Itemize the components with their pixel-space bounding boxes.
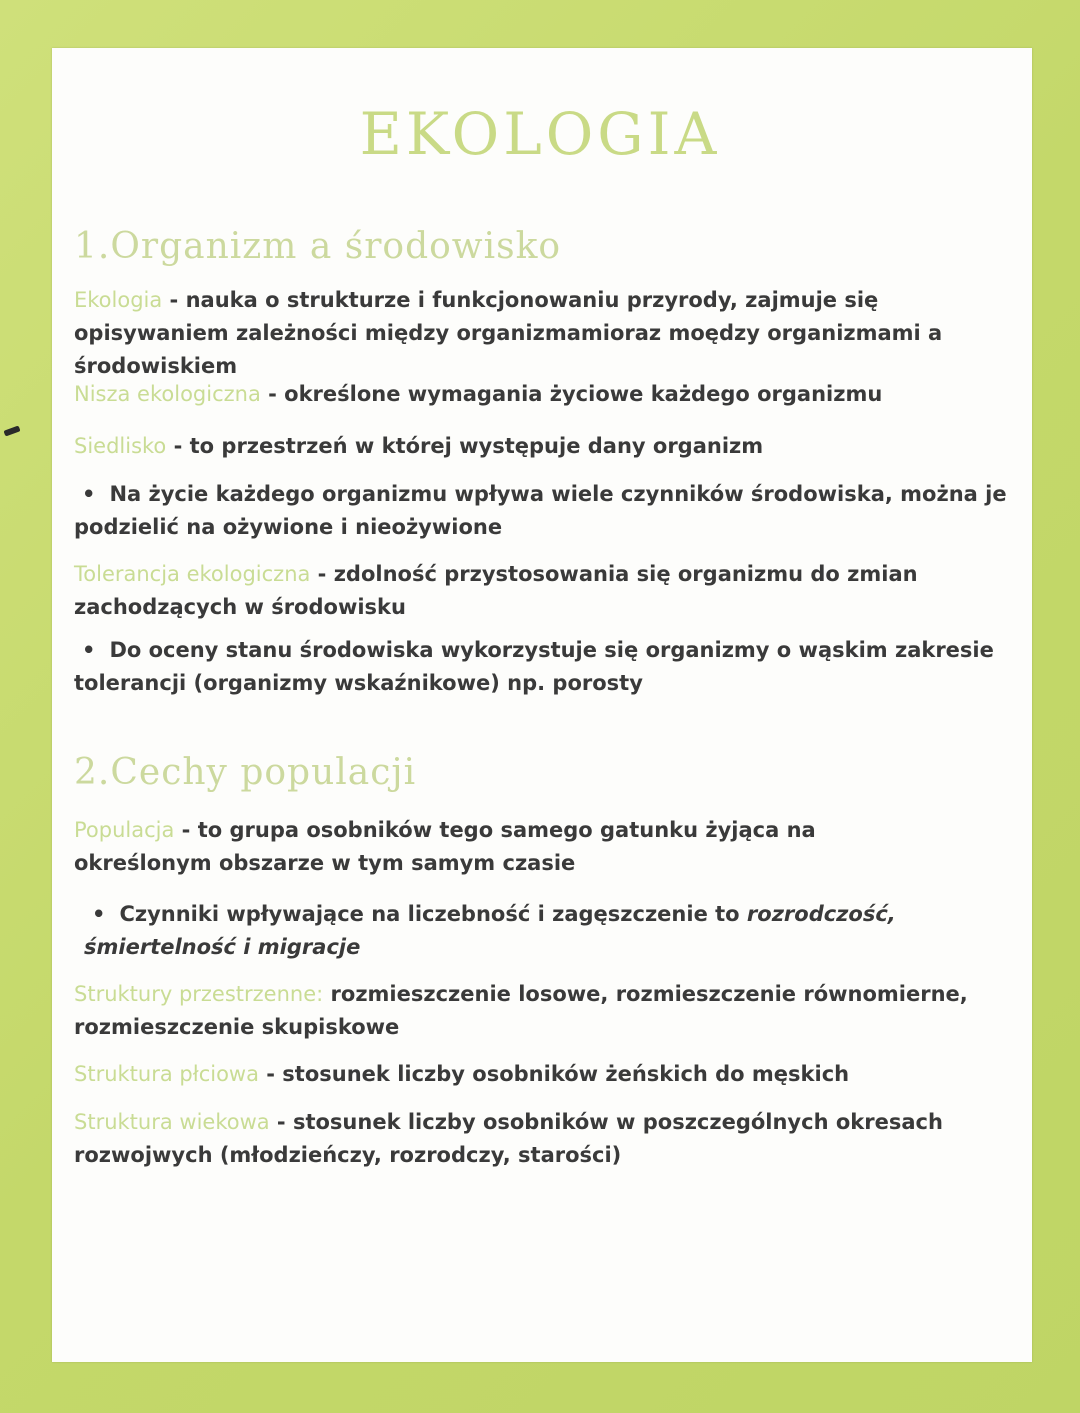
definition-siedlisko <box>74 430 1024 463</box>
term-struktura-wiekowa: Struktura wiekowa <box>74 1110 270 1134</box>
bullet-icon: • <box>82 638 96 662</box>
bullet-2-text: Do oceny stanu środowiska wykorzystuje się organizmy o wąskim zakresie tolerancji (organizmy wskaźnikowe) np. porosty <box>74 638 994 695</box>
definition-tolerancja-text: - zdolność przystosowania się organizmu do zmian zachodzących w środowisku <box>74 562 918 619</box>
definition-populacja-text: - to grupa osobników tego samego gatunku żyjąca na określonym obszarze w tym samym czasie <box>74 818 816 875</box>
term-populacja: Populacja <box>74 818 175 842</box>
term-ekologia: Ekologia <box>74 288 163 312</box>
bullet-icon: • <box>82 482 96 506</box>
definition-nisza-text: - określone wymagania życiowe każdego organizmu <box>260 382 883 406</box>
term-tolerancja: Tolerancja ekologiczna <box>74 562 311 586</box>
definition-struktura-wiekowa <box>74 1106 1024 1172</box>
definition-struktura-plciowa <box>74 1058 1024 1091</box>
definition-nisza <box>74 378 1024 411</box>
definition-struktura-plciowa-text: - stosunek liczby osobników żeńskich do męskich <box>258 1062 850 1086</box>
definition-struktury-przestrzenne-text: rozmieszczenie losowe, rozmieszczenie równomierne, rozmieszczenie skupiskowe <box>74 982 968 1039</box>
bullet-1-text: Na życie każdego organizmu wpływa wiele czynników środowiska, można je podzielić na ożywione i nieożywione <box>74 482 1007 539</box>
definition-populacja <box>74 814 834 880</box>
term-siedlisko: Siedlisko <box>74 434 167 458</box>
bullet-3-italic: rozrodczość, śmiertelność i migracje <box>84 902 896 959</box>
pen-mark <box>3 425 20 436</box>
bullet-czynniki-srodowiska <box>74 478 1024 544</box>
definition-struktura-wiekowa-text: - stosunek liczby osobników w poszczególnych okresach rozwojwych (młodzieńczy, rozrodczy, starości) <box>74 1110 943 1167</box>
definition-struktury-przestrzenne <box>74 978 1024 1044</box>
term-struktura-plciowa: Struktura płciowa <box>74 1062 259 1086</box>
section-1-heading: 1.Organizm a środowisko <box>74 226 562 267</box>
bullet-3-text: Czynniki wpływające na liczebność i zagęszczenie to <box>119 902 747 926</box>
term-nisza: Nisza ekologiczna <box>74 382 261 406</box>
bullet-ocena-srodowiska <box>74 634 1024 700</box>
page-title: EKOLOGIA <box>359 100 721 168</box>
bullet-icon: • <box>92 902 106 926</box>
bullet-czynniki-liczebnosc <box>84 898 984 964</box>
definition-tolerancja <box>74 558 1024 624</box>
definition-siedlisko-text: - to przestrzeń w której występuje dany organizm <box>166 434 764 458</box>
definition-ekologia <box>74 284 1024 383</box>
section-2-heading: 2.Cechy populacji <box>74 752 417 793</box>
definition-ekologia-text: - nauka o strukturze i funkcjonowaniu przyrody, zajmuje się opisywaniem zależności między organizmamioraz moędzy organizmami a środowiskiem <box>74 288 943 378</box>
term-struktury-przestrzenne: Struktury przestrzenne: <box>74 982 324 1006</box>
